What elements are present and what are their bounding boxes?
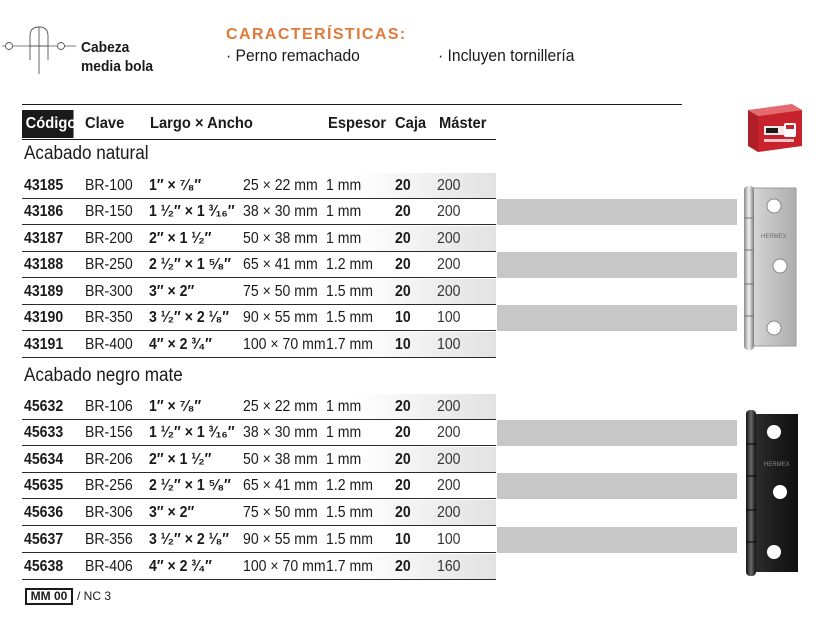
cell-code: 45633 <box>24 424 64 441</box>
row-band <box>497 473 737 499</box>
cell-master: 200 <box>437 504 461 521</box>
cell-master: 200 <box>437 230 461 247</box>
cell-master: 100 <box>437 336 461 353</box>
cell-thickness: 1 mm <box>326 177 362 194</box>
cell-clave: BR-250 <box>85 256 133 273</box>
cell-size-mm: 75 × 50 mm <box>243 283 318 300</box>
cell-size-inches: 3″ × 2″ <box>149 504 195 521</box>
table-row <box>22 554 496 580</box>
cell-size-inches: 1″ × ⁷⁄₈″ <box>149 177 202 194</box>
cell-size-mm: 90 × 55 mm <box>243 531 318 548</box>
cell-clave: BR-356 <box>85 531 133 548</box>
cell-size-inches: 2 ¹⁄₂″ × 1 ⁵⁄₈″ <box>149 256 231 273</box>
cell-size-mm: 65 × 41 mm <box>243 477 318 494</box>
cell-clave: BR-200 <box>85 230 133 247</box>
row-band <box>497 420 737 446</box>
cell-code: 43186 <box>24 203 64 220</box>
cell-box: 10 <box>395 309 411 326</box>
cell-clave: BR-106 <box>85 398 133 415</box>
cell-box: 20 <box>395 230 411 247</box>
cell-master: 200 <box>437 203 461 220</box>
section-title-natural: Acabado natural <box>24 143 149 164</box>
row-band <box>497 305 737 331</box>
cell-code: 43189 <box>24 283 64 300</box>
cell-box: 20 <box>395 283 411 300</box>
cell-clave: BR-306 <box>85 504 133 521</box>
cell-size-inches: 3 ¹⁄₂″ × 2 ¹⁄₈″ <box>149 531 229 548</box>
cell-master: 200 <box>437 398 461 415</box>
table-row <box>22 527 496 553</box>
feature-riveted-pin: · Perno remachado <box>226 46 360 65</box>
cell-clave: BR-350 <box>85 309 133 326</box>
cell-size-mm: 90 × 55 mm <box>243 309 318 326</box>
cell-size-inches: 1 ¹⁄₂″ × 1 ³⁄₁₆″ <box>149 424 235 441</box>
table-row <box>22 332 496 358</box>
cell-code: 45632 <box>24 398 64 415</box>
cell-size-inches: 2″ × 1 ¹⁄₂″ <box>149 451 212 468</box>
cell-box: 20 <box>395 504 411 521</box>
cell-size-mm: 38 × 30 mm <box>243 424 318 441</box>
cell-code: 43188 <box>24 256 64 273</box>
product-box-image <box>744 104 804 154</box>
cell-thickness: 1 mm <box>326 424 362 441</box>
row-band <box>497 527 737 553</box>
cell-size-mm: 100 × 70 mm <box>243 336 326 353</box>
cell-master: 200 <box>437 451 461 468</box>
cell-size-mm: 100 × 70 mm <box>243 558 326 575</box>
cell-clave: BR-406 <box>85 558 133 575</box>
cell-master: 200 <box>437 256 461 273</box>
table-row <box>22 252 496 278</box>
cell-code: 45638 <box>24 558 64 575</box>
cell-code: 45634 <box>24 451 64 468</box>
cell-size-inches: 1″ × ⁷⁄₈″ <box>149 398 202 415</box>
cell-box: 20 <box>395 203 411 220</box>
table-row <box>22 473 496 499</box>
cell-clave: BR-150 <box>85 203 133 220</box>
cell-size-inches: 4″ × 2 ³⁄₄″ <box>149 336 212 353</box>
top-divider <box>22 104 682 105</box>
cell-code: 43190 <box>24 309 64 326</box>
cell-master: 200 <box>437 477 461 494</box>
cell-master: 100 <box>437 309 461 326</box>
cell-thickness: 1.5 mm <box>326 504 373 521</box>
cell-master: 200 <box>437 424 461 441</box>
table-row <box>22 279 496 305</box>
cell-clave: BR-206 <box>85 451 133 468</box>
cell-thickness: 1 mm <box>326 230 362 247</box>
column-header-clave: Clave <box>85 115 125 132</box>
black-hinge-image <box>742 410 800 576</box>
cell-code: 45635 <box>24 477 64 494</box>
cell-clave: BR-400 <box>85 336 133 353</box>
half-round-head-icon <box>2 26 76 74</box>
cell-code: 43187 <box>24 230 64 247</box>
cell-thickness: 1.7 mm <box>326 336 373 353</box>
cell-size-inches: 4″ × 2 ³⁄₄″ <box>149 558 212 575</box>
head-type-line2: media bola <box>81 58 154 75</box>
cell-clave: BR-156 <box>85 424 133 441</box>
cell-box: 20 <box>395 398 411 415</box>
column-header-size: Largo × Ancho <box>150 115 253 132</box>
table-row <box>22 447 496 473</box>
cell-size-inches: 2″ × 1 ¹⁄₂″ <box>149 230 212 247</box>
feature-screws-included: · Incluyen tornillería <box>438 46 575 65</box>
cell-master: 200 <box>437 283 461 300</box>
cell-box: 10 <box>395 336 411 353</box>
cell-thickness: 1 mm <box>326 451 362 468</box>
cell-clave: BR-256 <box>85 477 133 494</box>
column-header-thickness: Espesor <box>328 115 387 132</box>
column-header-code: Código <box>22 110 74 138</box>
cell-size-mm: 38 × 30 mm <box>243 203 318 220</box>
cell-clave: BR-100 <box>85 177 133 194</box>
cell-size-mm: 25 × 22 mm <box>243 177 318 194</box>
cell-size-inches: 1 ¹⁄₂″ × 1 ³⁄₁₆″ <box>149 203 235 220</box>
section-title-black-matte: Acabado negro mate <box>24 365 183 386</box>
column-header-master: Máster <box>439 115 487 132</box>
cell-thickness: 1.5 mm <box>326 283 373 300</box>
cell-size-inches: 3″ × 2″ <box>149 283 195 300</box>
cell-thickness: 1 mm <box>326 398 362 415</box>
head-type-line1: Cabeza <box>81 39 130 56</box>
row-band <box>497 252 737 278</box>
row-band <box>497 199 737 225</box>
cell-box: 20 <box>395 256 411 273</box>
cell-code: 45637 <box>24 531 64 548</box>
cell-thickness: 1.7 mm <box>326 558 373 575</box>
cell-code: 43191 <box>24 336 64 353</box>
cell-size-mm: 75 × 50 mm <box>243 504 318 521</box>
cell-master: 160 <box>437 558 461 575</box>
cell-box: 20 <box>395 177 411 194</box>
cell-thickness: 1.5 mm <box>326 309 373 326</box>
cell-size-mm: 65 × 41 mm <box>243 256 318 273</box>
cell-thickness: 1.2 mm <box>326 256 373 273</box>
cell-thickness: 1.5 mm <box>326 531 373 548</box>
table-row <box>22 420 496 446</box>
cell-box: 20 <box>395 424 411 441</box>
cell-size-inches: 2 ¹⁄₂″ × 1 ⁵⁄₈″ <box>149 477 231 494</box>
table-row <box>22 226 496 252</box>
table-row <box>22 500 496 526</box>
hinge-brand-mark: HERMEX <box>761 234 787 240</box>
steel-hinge-image <box>736 186 798 350</box>
cell-box: 10 <box>395 531 411 548</box>
cell-box: 20 <box>395 477 411 494</box>
features-title: CARACTERÍSTICAS: <box>226 26 407 43</box>
cell-thickness: 1.2 mm <box>326 477 373 494</box>
cell-size-mm: 50 × 38 mm <box>243 230 318 247</box>
catalog-section-badge: MM 00 <box>25 588 73 605</box>
cell-box: 20 <box>395 558 411 575</box>
column-header-box: Caja <box>395 115 427 132</box>
cell-thickness: 1 mm <box>326 203 362 220</box>
cell-master: 200 <box>437 177 461 194</box>
cell-size-mm: 25 × 22 mm <box>243 398 318 415</box>
cell-clave: BR-300 <box>85 283 133 300</box>
cell-master: 100 <box>437 531 461 548</box>
hinge-brand-mark: HERMEX <box>764 462 790 468</box>
cell-box: 20 <box>395 451 411 468</box>
cell-code: 45636 <box>24 504 64 521</box>
table-row <box>22 173 496 199</box>
cell-size-mm: 50 × 38 mm <box>243 451 318 468</box>
head-type-label <box>81 38 153 76</box>
table-row <box>22 394 496 420</box>
table-row <box>22 199 496 225</box>
page-reference: / NC 3 <box>77 589 112 603</box>
cell-code: 43185 <box>24 177 64 194</box>
cell-size-inches: 3 ¹⁄₂″ × 2 ¹⁄₈″ <box>149 309 229 326</box>
header-divider <box>22 139 496 140</box>
table-row <box>22 305 496 331</box>
